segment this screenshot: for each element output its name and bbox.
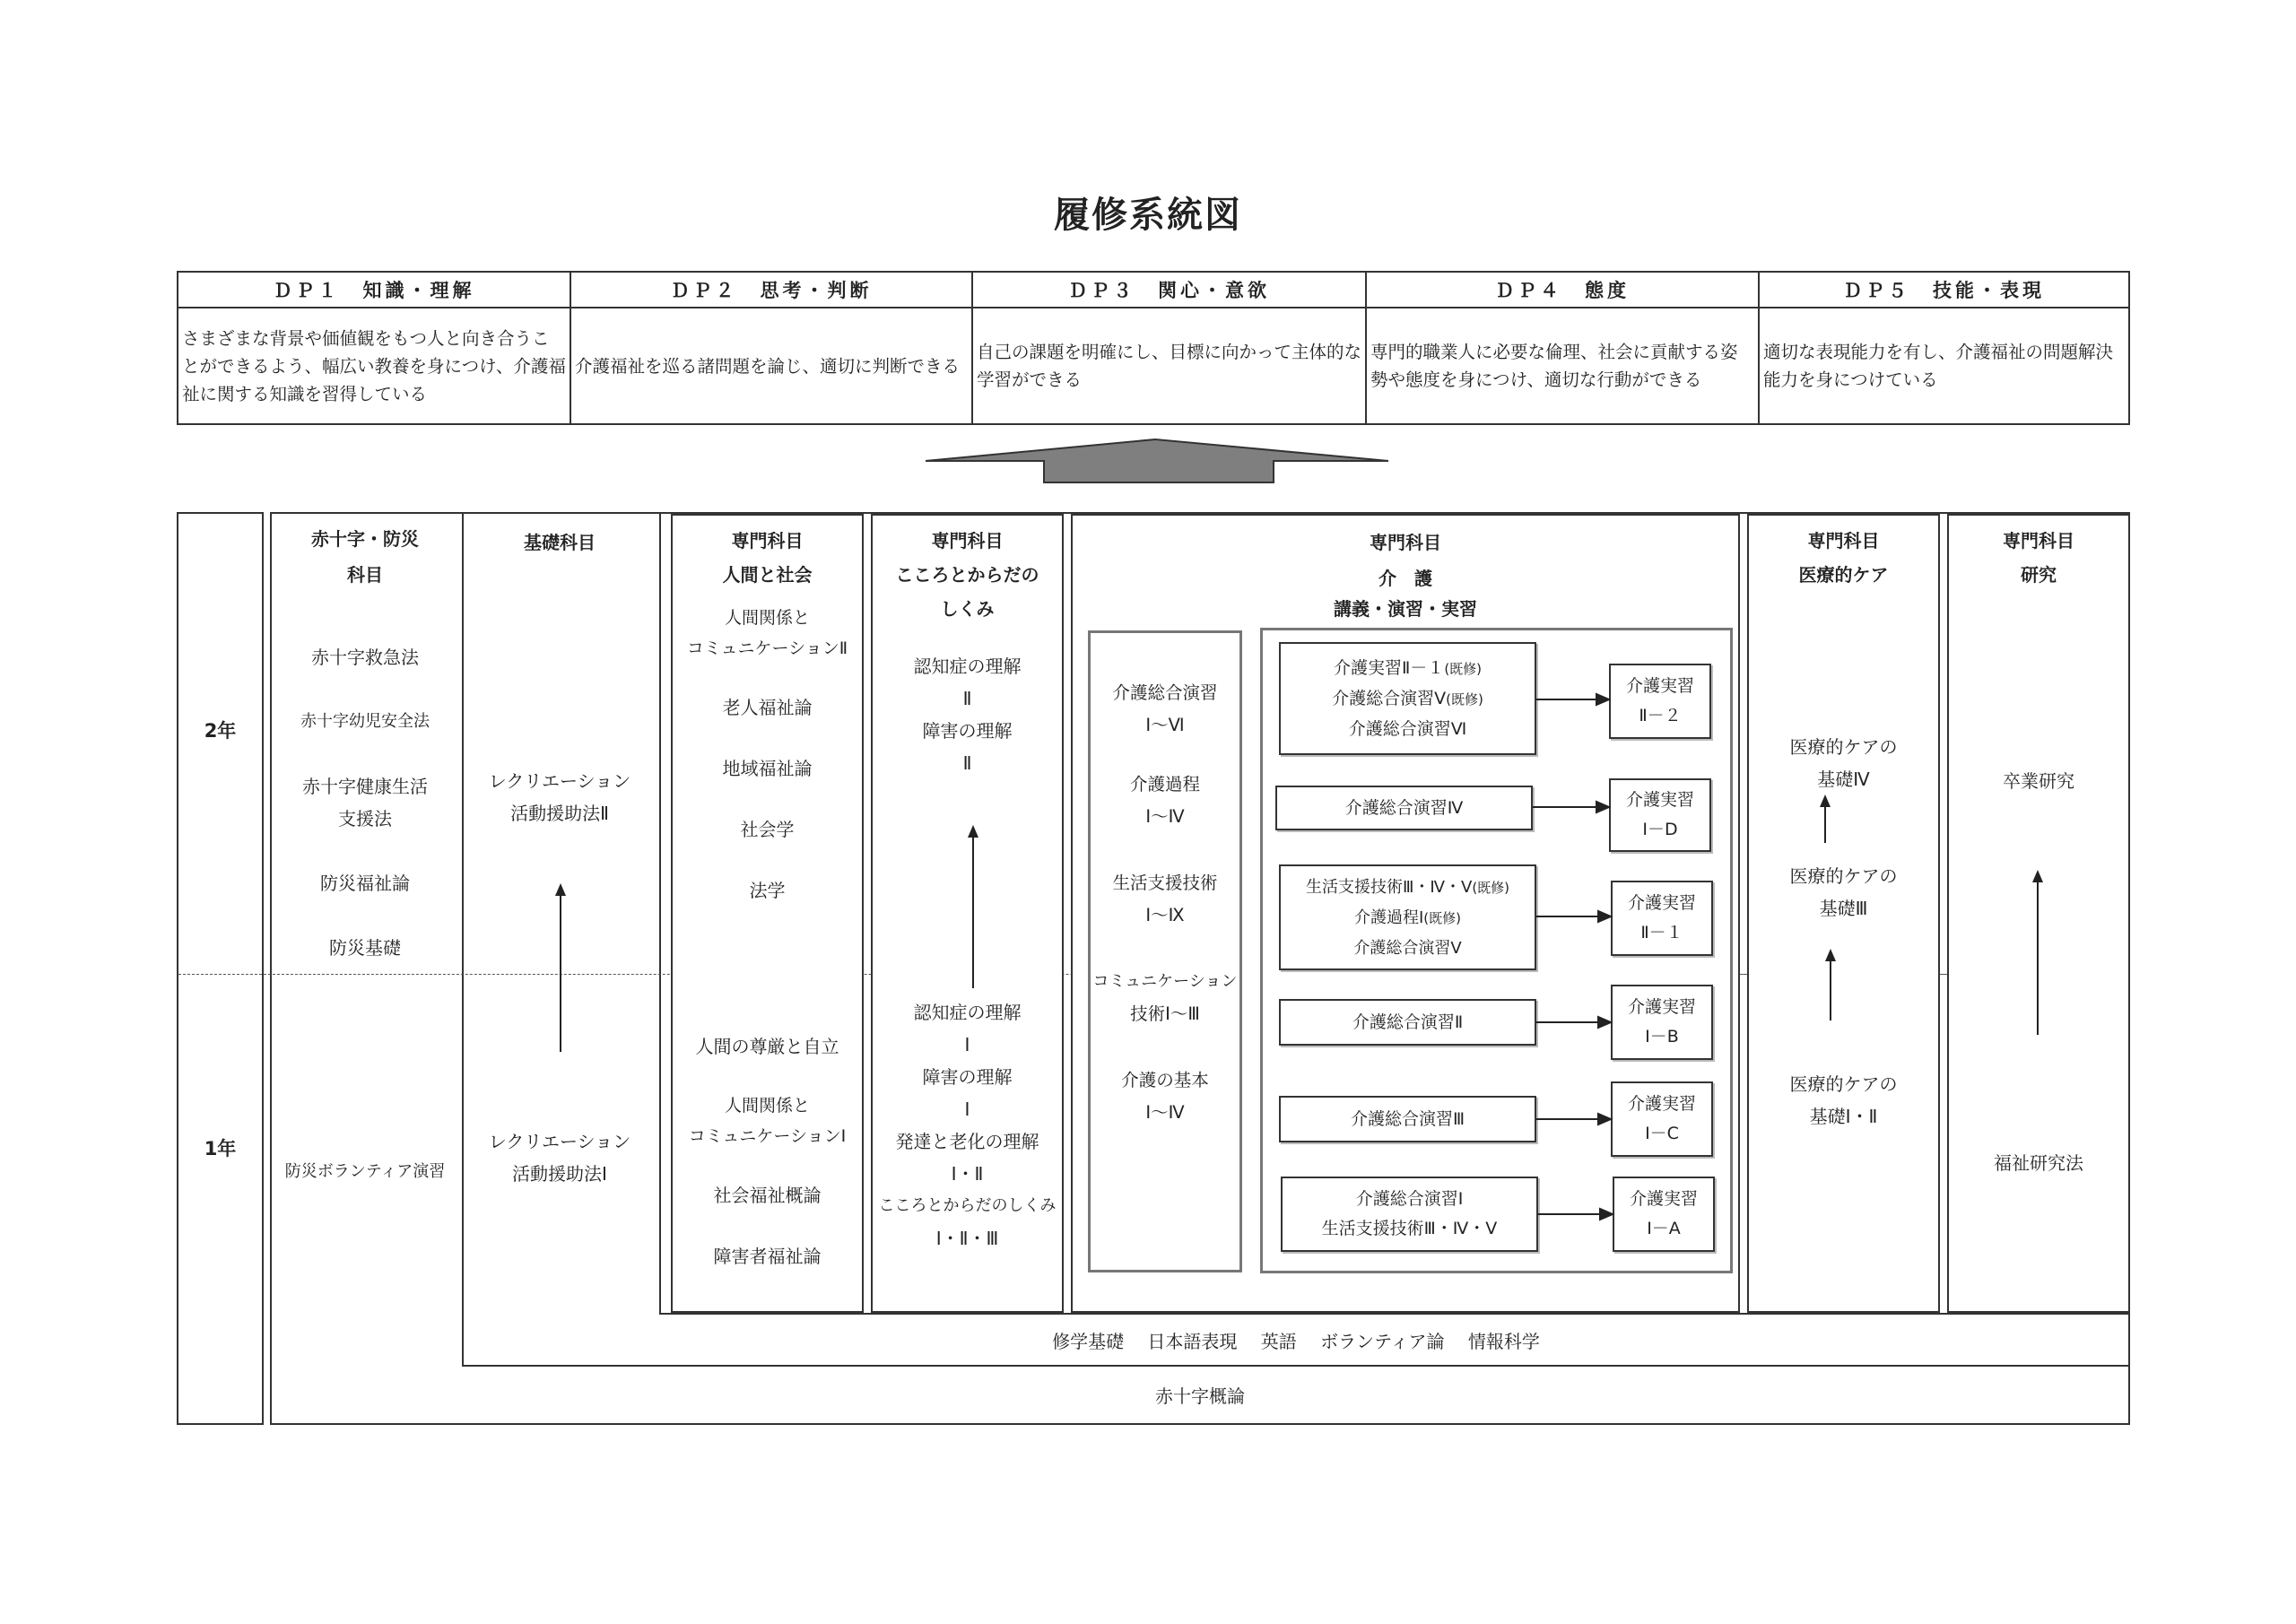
list-item: 基礎Ⅲ <box>1819 898 1868 919</box>
mind-heading-1: 専門科目 <box>931 530 1004 551</box>
medical-care-column <box>1747 514 1940 1313</box>
list-item: 医療的ケアの <box>1789 1073 1898 1095</box>
list-item: 老人福祉論 <box>722 697 813 718</box>
list-item: 介護総合演習Ⅴ <box>1332 688 1447 708</box>
year-1-label: 1年 <box>204 1138 237 1159</box>
list-item: 介護総合演習 <box>1112 682 1218 703</box>
medical-heading-1: 専門科目 <box>1807 530 1880 551</box>
list-item: 介護実習 <box>1625 790 1694 810</box>
dp5-description: 適切な表現能力を有し、介護福祉の問題解決能力を身につけている <box>1759 308 2129 424</box>
list-item: Ⅰ・Ⅱ <box>951 1163 984 1185</box>
list-item: 生活支援技術Ⅲ・Ⅳ・Ⅴ <box>1305 877 1473 897</box>
list-item: 介護実習 <box>1627 1094 1696 1114</box>
list-item: 社会学 <box>740 819 795 840</box>
list-item: こころとからだのしくみ <box>878 1196 1057 1215</box>
list-item: 赤十字幼児安全法 <box>300 712 430 731</box>
list-item: 人間関係と <box>724 608 810 628</box>
dp1-description: さまざまな背景や価値観をもつ人と向き合うことができるよう、幅広い教養を身につけ、介護福祉に関する知識を習得している <box>178 308 570 424</box>
list-item: レクリエーション <box>488 770 631 792</box>
list-item: Ⅰ～Ⅳ <box>1145 806 1185 827</box>
list-item: 卒業研究 <box>2003 770 2074 792</box>
list-item: 赤十字健康生活 <box>302 776 428 797</box>
year-2-label: 2年 <box>204 720 237 742</box>
list-item: Ⅱ <box>962 688 972 709</box>
list-item: 認知症の理解 <box>913 656 1022 677</box>
arrow-right-icon <box>1600 1209 1613 1220</box>
note: (既修) <box>1472 879 1510 896</box>
list-item: 介護実習 <box>1629 1189 1698 1209</box>
arrow-right-icon <box>1598 1114 1611 1125</box>
list-item: 防災ボランティア演習 <box>284 1162 446 1181</box>
note: (既修) <box>1446 690 1483 708</box>
page-title: 履修系統図 <box>1054 195 1242 236</box>
red-cross-heading-2: 科目 <box>347 564 383 586</box>
list-item: 基礎Ⅳ <box>1817 769 1870 790</box>
research-heading-1: 専門科目 <box>2003 530 2074 551</box>
list-item: 介護過程Ⅰ <box>1353 908 1424 927</box>
list-item: 医療的ケアの <box>1789 736 1898 758</box>
list-item: Ⅱ－２ <box>1639 706 1682 725</box>
care-heading-3: 講義・演習・実習 <box>1334 598 1477 620</box>
bottom-basic-row: 修学基礎 日本語表現 英語 ボランティア論 情報科学 <box>1052 1331 1540 1352</box>
dp3-description: 自己の課題を明確にし、目標に向かって主体的な学習ができる <box>972 308 1366 424</box>
dp2-description: 介護福祉を巡る諸問題を論じ、適切に判断できる <box>570 308 972 424</box>
care-heading-2: 介 護 <box>1378 568 1432 589</box>
list-item: 障害者福祉論 <box>713 1246 822 1267</box>
list-item: Ⅰ－A <box>1647 1219 1681 1238</box>
list-item: 介護実習 <box>1627 893 1696 913</box>
list-item: 介護総合演習Ⅲ <box>1350 1108 1465 1129</box>
basic-heading: 基礎科目 <box>524 532 596 553</box>
list-item: 発達と老化の理解 <box>895 1131 1039 1152</box>
list-item: Ⅱ <box>962 752 972 774</box>
list-item: 技術Ⅰ～Ⅲ <box>1130 1003 1200 1024</box>
list-item: コミュニケーション <box>1092 972 1238 991</box>
list-item: Ⅱ－１ <box>1640 923 1683 942</box>
list-item: Ⅰ～Ⅸ <box>1145 905 1185 925</box>
list-item: 福祉研究法 <box>1994 1152 2083 1174</box>
list-item: 介護総合演習Ⅱ <box>1352 1012 1464 1032</box>
list-item: 社会福祉概論 <box>713 1185 822 1206</box>
list-item: 介護総合演習Ⅳ <box>1344 797 1464 818</box>
human-heading-2: 人間と社会 <box>722 564 813 586</box>
list-item: 防災基礎 <box>329 937 401 959</box>
list-item: 防災福祉論 <box>320 873 410 894</box>
care-heading-1: 専門科目 <box>1370 532 1441 553</box>
list-item: 地域福祉論 <box>722 758 813 779</box>
list-item: Ⅰ－B <box>1645 1027 1679 1046</box>
dp2-header: ＤＰ２ 思考・判断 <box>570 272 972 308</box>
arrow-up-icon <box>1824 949 1837 1020</box>
list-item: 赤十字救急法 <box>311 647 419 668</box>
list-item: Ⅰ <box>964 1034 970 1055</box>
note: (既修) <box>1423 909 1462 926</box>
list-item: 活動援助法Ⅱ <box>510 803 609 824</box>
list-item: 障害の理解 <box>922 720 1013 742</box>
bottom-red-cross-row: 赤十字概論 <box>1155 1385 1245 1407</box>
dp4-description: 専門的職業人に必要な倫理、社会に貢献する姿勢や態度を身につけ、適切な行動ができる <box>1366 308 1759 424</box>
arrow-right-icon <box>1596 694 1609 705</box>
list-item: 人間関係と <box>724 1096 810 1116</box>
list-item: Ⅰ－D <box>1642 820 1678 839</box>
human-heading-1: 専門科目 <box>731 530 804 551</box>
arrow-up-icon <box>1819 795 1831 843</box>
list-item: 介護総合演習Ⅴ <box>1353 938 1462 958</box>
dp3-header: ＤＰ３ 関心・意欲 <box>972 272 1366 308</box>
note: (既修) <box>1444 660 1483 677</box>
list-item: Ⅰ－C <box>1645 1124 1679 1143</box>
dp4-header: ＤＰ４ 態度 <box>1366 272 1759 308</box>
list-item: 基礎Ⅰ・Ⅱ <box>1809 1106 1878 1127</box>
list-item: 認知症の理解 <box>913 1002 1022 1023</box>
list-item: Ⅰ～Ⅳ <box>1145 1102 1185 1123</box>
list-item: 介護総合演習Ⅰ <box>1355 1189 1464 1209</box>
dp5-header: ＤＰ５ 技能・表現 <box>1759 272 2129 308</box>
list-item: 生活支援技術 <box>1112 873 1218 893</box>
list-item: Ⅰ・Ⅱ・Ⅲ <box>935 1228 999 1249</box>
arrow-right-icon <box>1596 802 1609 812</box>
list-item: 介護過程 <box>1129 774 1200 795</box>
list-item: 法学 <box>749 880 786 901</box>
list-item: コミュニケーションⅠ <box>688 1126 847 1146</box>
arrow-right-icon <box>1598 911 1611 922</box>
arrow-right-icon <box>1598 1017 1611 1028</box>
list-item: 人間の尊厳と自立 <box>695 1036 839 1057</box>
list-item: Ⅰ <box>964 1099 970 1120</box>
list-item: 支援法 <box>338 808 392 829</box>
list-item: 介護総合演習Ⅵ <box>1348 718 1467 739</box>
red-cross-heading-1: 赤十字・防災 <box>311 528 419 550</box>
list-item: 介護実習 <box>1625 676 1694 696</box>
research-heading-2: 研究 <box>2021 564 2057 586</box>
list-item: Ⅰ～Ⅵ <box>1145 715 1185 735</box>
dp1-header: ＤＰ１ 知識・理解 <box>178 272 570 308</box>
medical-heading-2: 医療的ケア <box>1798 564 1889 586</box>
list-item: 介護の基本 <box>1121 1070 1209 1090</box>
list-item: レクリエーション <box>488 1131 631 1152</box>
list-item: 介護実習 <box>1627 997 1696 1017</box>
list-item: コミュニケーションⅡ <box>686 638 848 658</box>
list-item: 介護実習Ⅱ－１ <box>1333 657 1445 678</box>
arrow-up-icon <box>2031 870 2044 1035</box>
list-item: 生活支援技術Ⅲ・Ⅳ・Ⅴ <box>1321 1219 1498 1238</box>
list-item: 活動援助法Ⅰ <box>512 1163 607 1185</box>
mind-heading-3: しくみ <box>940 598 995 620</box>
list-item: 医療的ケアの <box>1789 865 1898 887</box>
list-item: 障害の理解 <box>922 1066 1013 1088</box>
mind-heading-2: こころとからだの <box>895 564 1039 586</box>
